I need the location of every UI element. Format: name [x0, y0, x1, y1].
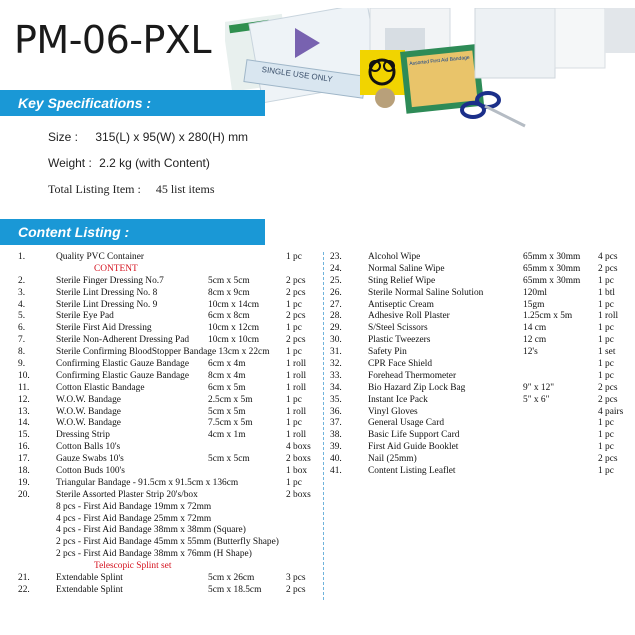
item-quantity: 1 roll — [286, 430, 307, 441]
item-size: 10cm x 10cm — [208, 335, 260, 346]
item-size: 6cm x 4m — [208, 359, 246, 370]
item-quantity: 2 boxs — [286, 489, 311, 500]
item-size: 8cm x 9cm — [208, 287, 250, 298]
item-description: 2 pcs - First Aid Bandage 45mm x 55mm (Butterfly Shape) — [56, 537, 279, 548]
item-quantity: 1 set — [598, 347, 616, 358]
item-quantity: 1 pc — [598, 323, 614, 334]
item-number: 26. — [330, 287, 342, 298]
item-quantity: 1 pc — [598, 359, 614, 370]
list-item — [18, 347, 324, 359]
item-description: Plastic Tweezers — [368, 335, 431, 346]
item-description: Bio Hazard Zip Lock Bag — [368, 382, 466, 393]
item-description: Basic Life Support Card — [368, 430, 460, 441]
item-description: Dressing Strip — [56, 430, 110, 441]
bag-label-text: SINGLE USE ONLY — [261, 64, 334, 84]
item-description: Sterile Confirming BloodStopper Bandage 13cm x 22cm — [56, 347, 270, 358]
list-item — [330, 311, 632, 323]
list-item — [18, 383, 324, 395]
item-quantity: 1 pc — [598, 275, 614, 286]
list-item — [18, 549, 324, 561]
item-quantity: 4 pcs — [598, 252, 618, 262]
item-description: Sterile Finger Dressing No.7 — [56, 275, 164, 286]
item-number: 38. — [330, 430, 342, 441]
list-item — [18, 288, 324, 300]
list-item — [330, 335, 632, 347]
item-size: 15gm — [523, 299, 545, 310]
item-number: 40. — [330, 454, 342, 465]
item-size: 7.5cm x 5m — [208, 418, 253, 429]
item-description: Instant Ice Pack — [368, 394, 428, 405]
list-item — [18, 537, 324, 549]
item-description: Adhesive Roll Plaster — [368, 311, 450, 322]
item-description: CONTENT — [94, 263, 138, 274]
item-quantity: 2 boxs — [286, 454, 311, 465]
list-item — [18, 490, 324, 502]
item-number: 25. — [330, 275, 342, 286]
list-item — [18, 418, 324, 430]
list-item — [18, 430, 324, 442]
item-quantity: 2 pcs — [598, 454, 618, 465]
list-item — [18, 252, 324, 264]
spec-size-value: 315(L) x 95(W) x 280(H) mm — [95, 130, 249, 144]
item-number: 11. — [18, 382, 30, 393]
item-size: 10cm x 14cm — [208, 299, 260, 310]
item-number: 7. — [18, 335, 26, 346]
item-number: 2. — [18, 275, 26, 286]
item-quantity: 2 pcs — [286, 584, 306, 595]
item-description: First Aid Guide Booklet — [368, 442, 459, 453]
spec-total-label: Total Listing Item : — [48, 182, 141, 196]
item-quantity: 1 pc — [286, 252, 302, 262]
item-number: 15. — [18, 430, 30, 441]
item-number: 22. — [18, 584, 30, 595]
item-description: 2 pcs - First Aid Bandage 38mm x 76mm (H Shape) — [56, 549, 252, 560]
item-quantity: 1 box — [286, 466, 308, 477]
item-quantity: 2 pcs — [286, 287, 306, 298]
item-number: 41. — [330, 466, 342, 477]
list-item — [18, 264, 324, 276]
item-size: 5cm x 5m — [208, 406, 246, 417]
list-item — [330, 300, 632, 312]
item-quantity: 1 btl — [598, 287, 615, 298]
box-label-text: Assorted First Aid Bandage — [409, 54, 470, 68]
item-description: Alcohol Wipe — [368, 252, 421, 262]
item-quantity: 4 pairs — [598, 406, 624, 417]
list-item — [18, 454, 324, 466]
list-item — [330, 359, 632, 371]
item-size: 8cm x 4m — [208, 370, 246, 381]
item-quantity: 1 pc — [286, 323, 302, 334]
list-item — [18, 525, 324, 537]
item-size: 1.25cm x 5m — [523, 311, 573, 322]
item-quantity: 2 pcs — [598, 382, 618, 393]
item-description: Extendable Splint — [56, 584, 123, 595]
item-size: 65mm x 30mm — [523, 275, 581, 286]
item-size: 2.5cm x 5m — [208, 394, 253, 405]
item-description: Safety Pin — [368, 347, 407, 358]
item-description: Content Listing Leaflet — [368, 466, 456, 477]
item-number: 16. — [18, 442, 30, 453]
item-number: 31. — [330, 347, 342, 358]
item-description: S/Steel Scissors — [368, 323, 428, 334]
item-number: 30. — [330, 335, 342, 346]
item-description: W.O.W. Bandage — [56, 418, 121, 429]
list-item — [18, 561, 324, 573]
item-description: Cotton Balls 10's — [56, 442, 121, 453]
item-number: 6. — [18, 323, 26, 334]
item-description: Normal Saline Wipe — [368, 263, 445, 274]
list-item — [18, 311, 324, 323]
column-divider — [323, 252, 324, 600]
list-item — [330, 430, 632, 442]
item-size: 12 cm — [523, 335, 547, 346]
item-description: Sterile Assorted Plaster Strip 20's/box — [56, 489, 198, 500]
list-item — [18, 502, 324, 514]
item-size: 10cm x 12cm — [208, 323, 260, 334]
list-item — [330, 395, 632, 407]
item-number: 32. — [330, 359, 342, 370]
item-number: 37. — [330, 418, 342, 429]
item-number: 33. — [330, 370, 342, 381]
item-number: 36. — [330, 406, 342, 417]
list-item — [330, 454, 632, 466]
item-description: Triangular Bandage - 91.5cm x 91.5cm x 136cm — [56, 477, 239, 488]
item-quantity: 1 pc — [286, 477, 302, 488]
item-number: 8. — [18, 347, 26, 358]
content-listing-header: Content Listing : — [0, 219, 265, 245]
item-size: 12's — [523, 347, 538, 358]
item-description: 4 pcs - First Aid Bandage 25mm x 72mm — [56, 513, 212, 524]
item-quantity: 1 pc — [286, 418, 302, 429]
item-quantity: 1 pc — [286, 299, 302, 310]
item-description: Forehead Thermometer — [368, 370, 457, 381]
list-item — [330, 288, 632, 300]
item-number: 35. — [330, 394, 342, 405]
item-quantity: 1 roll — [286, 406, 307, 417]
list-item — [18, 466, 324, 478]
list-item — [330, 347, 632, 359]
item-number: 9. — [18, 359, 26, 370]
list-item — [18, 359, 324, 371]
spec-weight-label: Weight : — [48, 156, 92, 170]
item-number: 14. — [18, 418, 30, 429]
item-description: 8 pcs - First Aid Bandage 19mm x 72mm — [56, 501, 212, 512]
item-number: 17. — [18, 454, 30, 465]
item-description: Sterile Normal Saline Solution — [368, 287, 484, 298]
list-item — [18, 407, 324, 419]
product-contents-photo — [225, 8, 635, 133]
list-item — [330, 418, 632, 430]
item-quantity: 1 pc — [598, 418, 614, 429]
item-number: 3. — [18, 287, 26, 298]
item-quantity: 4 boxs — [286, 442, 311, 453]
item-number: 27. — [330, 299, 342, 310]
item-quantity: 1 pc — [598, 442, 614, 453]
list-item — [18, 300, 324, 312]
list-item — [330, 407, 632, 419]
item-number: 21. — [18, 573, 30, 584]
list-item — [330, 442, 632, 454]
item-description: Vinyl Gloves — [368, 406, 418, 417]
key-specifications-header: Key Specifications : — [0, 90, 265, 116]
list-item — [330, 252, 632, 264]
item-size: 5cm x 5cm — [208, 275, 250, 286]
item-description: W.O.W. Bandage — [56, 394, 121, 405]
item-quantity: 2 pcs — [286, 311, 306, 322]
list-item — [18, 478, 324, 490]
item-number: 5. — [18, 311, 26, 322]
item-description: Confirming Elastic Gauze Bandage — [56, 370, 190, 381]
item-description: Telescopic Splint set — [94, 561, 172, 572]
item-quantity: 1 pc — [598, 466, 614, 477]
item-description: Sterile Lint Dressing No. 9 — [56, 299, 158, 310]
list-item — [18, 276, 324, 288]
item-description: Gauze Swabs 10's — [56, 454, 124, 465]
list-item — [18, 335, 324, 347]
item-description: Sting Relief Wipe — [368, 275, 436, 286]
item-description: 4 pcs - First Aid Bandage 38mm x 38mm (Square) — [56, 525, 246, 536]
item-size: 4cm x 1m — [208, 430, 246, 441]
list-item — [18, 371, 324, 383]
item-number: 10. — [18, 370, 30, 381]
item-number: 4. — [18, 299, 26, 310]
item-number: 39. — [330, 442, 342, 453]
item-number: 12. — [18, 394, 30, 405]
item-description: Quality PVC Container — [56, 252, 145, 262]
item-quantity: 1 pc — [286, 394, 302, 405]
item-number: 23. — [330, 252, 342, 262]
product-title: PM-06-PXL — [14, 18, 212, 62]
item-number: 29. — [330, 323, 342, 334]
list-item — [18, 442, 324, 454]
item-quantity: 1 roll — [286, 359, 307, 370]
item-description: Cotton Buds 100's — [56, 466, 125, 477]
list-item — [18, 514, 324, 526]
item-size: 120ml — [523, 287, 547, 298]
item-quantity: 1 roll — [598, 311, 619, 322]
list-item — [330, 383, 632, 395]
content-list-left — [18, 252, 324, 597]
item-quantity: 1 pc — [598, 335, 614, 346]
item-quantity: 1 pc — [598, 370, 614, 381]
item-description: Confirming Elastic Gauze Bandage — [56, 359, 190, 370]
item-size: 65mm x 30mm — [523, 263, 581, 274]
spec-size-label: Size : — [48, 130, 79, 144]
item-number: 20. — [18, 489, 30, 500]
item-size: 9" x 12" — [523, 382, 555, 393]
item-size: 6cm x 5m — [208, 382, 246, 393]
item-size: 14 cm — [523, 323, 547, 334]
list-item — [18, 395, 324, 407]
spec-total — [48, 182, 214, 197]
list-item — [18, 323, 324, 335]
item-quantity: 1 pc — [598, 299, 614, 310]
item-description: Antiseptic Cream — [368, 299, 434, 310]
item-description: Nail (25mm) — [368, 454, 417, 465]
list-item — [330, 466, 632, 478]
list-item — [330, 264, 632, 276]
item-quantity: 1 pc — [286, 347, 302, 358]
item-description: Sterile First Aid Dressing — [56, 323, 152, 334]
item-description: Cotton Elastic Bandage — [56, 382, 145, 393]
item-description: Sterile Lint Dressing No. 8 — [56, 287, 158, 298]
list-item — [330, 371, 632, 383]
item-quantity: 3 pcs — [286, 573, 306, 584]
item-description: Extendable Splint — [56, 573, 123, 584]
item-size: 5cm x 5cm — [208, 454, 250, 465]
item-size: 5" x 6" — [523, 394, 550, 405]
spec-weight — [48, 156, 210, 170]
item-description: W.O.W. Bandage — [56, 406, 121, 417]
item-size: 5cm x 18.5cm — [208, 584, 262, 595]
list-item — [330, 323, 632, 335]
item-number: 24. — [330, 263, 342, 274]
item-quantity: 2 pcs — [598, 394, 618, 405]
content-list-right — [330, 252, 632, 478]
item-number: 34. — [330, 382, 342, 393]
item-number: 19. — [18, 477, 30, 488]
item-description: General Usage Card — [368, 418, 445, 429]
item-description: CPR Face Shield — [368, 359, 433, 370]
item-quantity: 2 pcs — [286, 275, 306, 286]
item-size: 65mm x 30mm — [523, 252, 581, 262]
item-number: 13. — [18, 406, 30, 417]
item-quantity: 2 pcs — [286, 335, 306, 346]
spec-total-value: 45 list items — [155, 182, 215, 196]
item-number: 1. — [18, 252, 26, 262]
item-quantity: 1 roll — [286, 382, 307, 393]
item-quantity: 2 pcs — [598, 263, 618, 274]
spec-size — [48, 130, 248, 144]
item-description: Sterile Eye Pad — [56, 311, 114, 322]
item-number: 18. — [18, 466, 30, 477]
list-item — [18, 573, 324, 585]
item-size: 6cm x 8cm — [208, 311, 250, 322]
item-quantity: 1 roll — [286, 370, 307, 381]
list-item — [18, 585, 324, 597]
item-description: Sterile Non-Adherent Dressing Pad — [56, 335, 190, 346]
item-quantity: 1 pc — [598, 430, 614, 441]
list-item — [330, 276, 632, 288]
item-size: 5cm x 26cm — [208, 573, 255, 584]
item-number: 28. — [330, 311, 342, 322]
spec-weight-value: 2.2 kg (with Content) — [99, 156, 210, 170]
